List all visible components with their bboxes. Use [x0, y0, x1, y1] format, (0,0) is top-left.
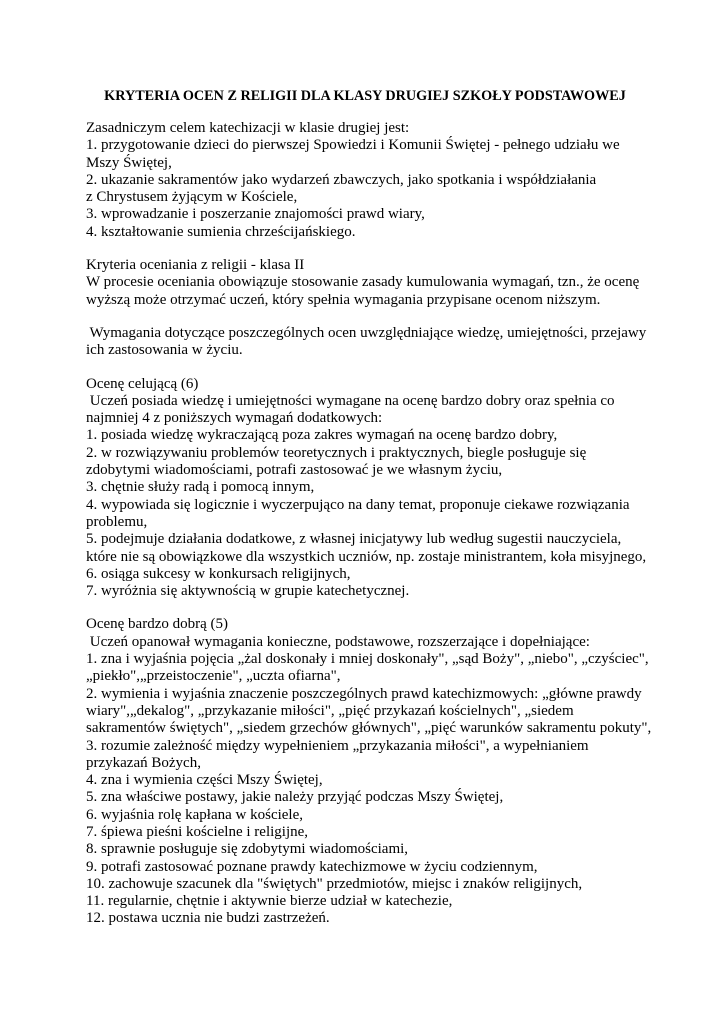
paragraph-gap	[86, 241, 686, 257]
intro-line: Zasadniczym celem katechizacji w klasie drugiej jest:	[86, 120, 410, 136]
grade-6-heading: Ocenę celującą (6)	[86, 375, 199, 392]
grade-5-line: 7. śpiewa pieśni kościelne i religijne,	[86, 823, 309, 840]
grade-6-line: 3. chętnie służy radą i pomocą innym,	[86, 479, 315, 496]
grade-5-line: przykazań Bożych,	[86, 754, 201, 771]
grade-5-line: „piekło",„przeistoczenie", „uczta ofiarna",	[86, 668, 341, 685]
document-body	[86, 120, 686, 928]
grade-6-line: które nie są obowiązkowe dla wszystkich uczniów, np. zostaje ministrantem, koła misyjnego,	[86, 548, 647, 565]
grade-5-line: 2. wymienia i wyjaśnia znaczenie poszczególnych prawd katechizmowych: „główne prawdy	[86, 685, 642, 702]
intro-line: 1. przygotowanie dzieci do pierwszej Spowiedzi i Komunii Świętej - pełnego udziału we	[86, 137, 620, 154]
grade-6-line: problemu,	[86, 513, 148, 530]
grade-6-line: zdobytymi wiadomościami, potrafi zastosować je we własnym życiu,	[86, 462, 503, 479]
criteria-heading: Kryteria oceniania z religii - klasa II	[86, 257, 305, 274]
grade-5-heading: Ocenę bardzo dobrą (5)	[86, 616, 229, 633]
grade-6-line: 1. posiada wiedzę wykraczającą poza zakres wymagań na ocenę bardzo dobry,	[86, 427, 558, 444]
grade-6-section	[86, 376, 686, 601]
grade-5-line: 4. zna i wymienia części Mszy Świętej,	[86, 772, 323, 789]
intro-line: z Chrystusem żyjącym w Kościele,	[86, 189, 298, 206]
grade-6-line: Uczeń posiada wiedzę i umiejętności wymagane na ocenę bardzo dobry oraz spełnia co	[86, 392, 615, 409]
intro-line: Mszy Świętej,	[86, 154, 172, 171]
grade-6-line: 2. w rozwiązywaniu problemów teoretycznych i praktycznych, biegle posługuje się	[86, 444, 587, 461]
document-title: KRYTERIA OCEN Z RELIGII DLA KLASY DRUGIEJ SZKOŁY PODSTAWOWEJ	[104, 88, 626, 104]
criteria-line: W procesie oceniania obowiązuje stosowanie zasady kumulowania wymagań, tzn., że ocenę	[86, 274, 640, 291]
grade-5-line: 6. wyjaśnia rolę kapłana w kościele,	[86, 806, 304, 823]
intro-section	[86, 120, 686, 241]
grade-5-line: Uczeń opanował wymagania konieczne, podstawowe, rozszerzające i dopełniające:	[86, 633, 590, 650]
paragraph-gap	[86, 360, 686, 376]
grade-6-line: 7. wyróżnia się aktywnością w grupie katechetycznej.	[86, 583, 410, 600]
criteria-line: wyższą może otrzymać uczeń, który spełnia wymagania przypisane ocenom niższym.	[86, 291, 601, 308]
grade-5-line: 3. rozumie zależność między wypełnieniem „przykazania miłości", a wypełnianiem	[86, 737, 589, 754]
intro-line: 4. kształtowanie sumienia chrześcijańskiego.	[86, 223, 356, 240]
grade-5-line: wiary",„dekalog", „przykazanie miłości", „pięć przykazań kościelnych", „siedem	[86, 702, 574, 719]
grade-5-line: 10. zachowuje szacunek dla "świętych" przedmiotów, miejsc i znaków religijnych,	[86, 875, 583, 892]
grade-6-line: 6. osiąga sukcesy w konkursach religijnych,	[86, 565, 351, 582]
requirements-line: ich zastosowania w życiu.	[86, 342, 243, 359]
grade-5-line: 5. zna właściwe postawy, jakie należy przyjąć podczas Mszy Świętej,	[86, 789, 504, 806]
requirements-line: Wymagania dotyczące poszczególnych ocen uwzględniające wiedzę, umiejętności, przejawy	[86, 324, 647, 341]
grade-5-line: sakramentów świętych", „siedem grzechów głównych", „pięć warunków sakramentu pokuty",	[86, 720, 652, 737]
criteria-section	[86, 257, 686, 309]
grade-5-line: 11. regularnie, chętnie i aktywnie bierze udział w katechezie,	[86, 893, 453, 910]
grade-6-line: 5. podejmuje działania dodatkowe, z własnej inicjatywy lub według sugestii nauczyciela,	[86, 531, 622, 548]
grade-5-line: 8. sprawnie posługuje się zdobytymi wiadomościami,	[86, 841, 409, 858]
grade-5-line: 1. zna i wyjaśnia pojęcia „żal doskonały i mniej doskonały", „sąd Boży", „niebo", „czyściec",	[86, 651, 649, 668]
grade-6-line: 4. wypowiada się logicznie i wyczerpująco na dany temat, proponuje ciekawe rozwiązania	[86, 496, 630, 513]
grade-6-line: najmniej 4 z poniższych wymagań dodatkowych:	[86, 410, 383, 427]
grade-5-line: 9. potrafi zastosować poznane prawdy katechizmowe w życiu codziennym,	[86, 858, 538, 875]
intro-line: 3. wprowadzanie i poszerzanie znajomości prawd wiary,	[86, 206, 425, 223]
paragraph-gap	[86, 309, 686, 325]
requirements-section	[86, 325, 686, 360]
grade-5-line: 12. postawa ucznia nie budzi zastrzeżeń.	[86, 910, 330, 927]
grade-5-section	[86, 616, 686, 927]
intro-line: 2. ukazanie sakramentów jako wydarzeń zbawczych, jako spotkania i współdziałania	[86, 171, 597, 188]
paragraph-gap	[86, 600, 686, 616]
